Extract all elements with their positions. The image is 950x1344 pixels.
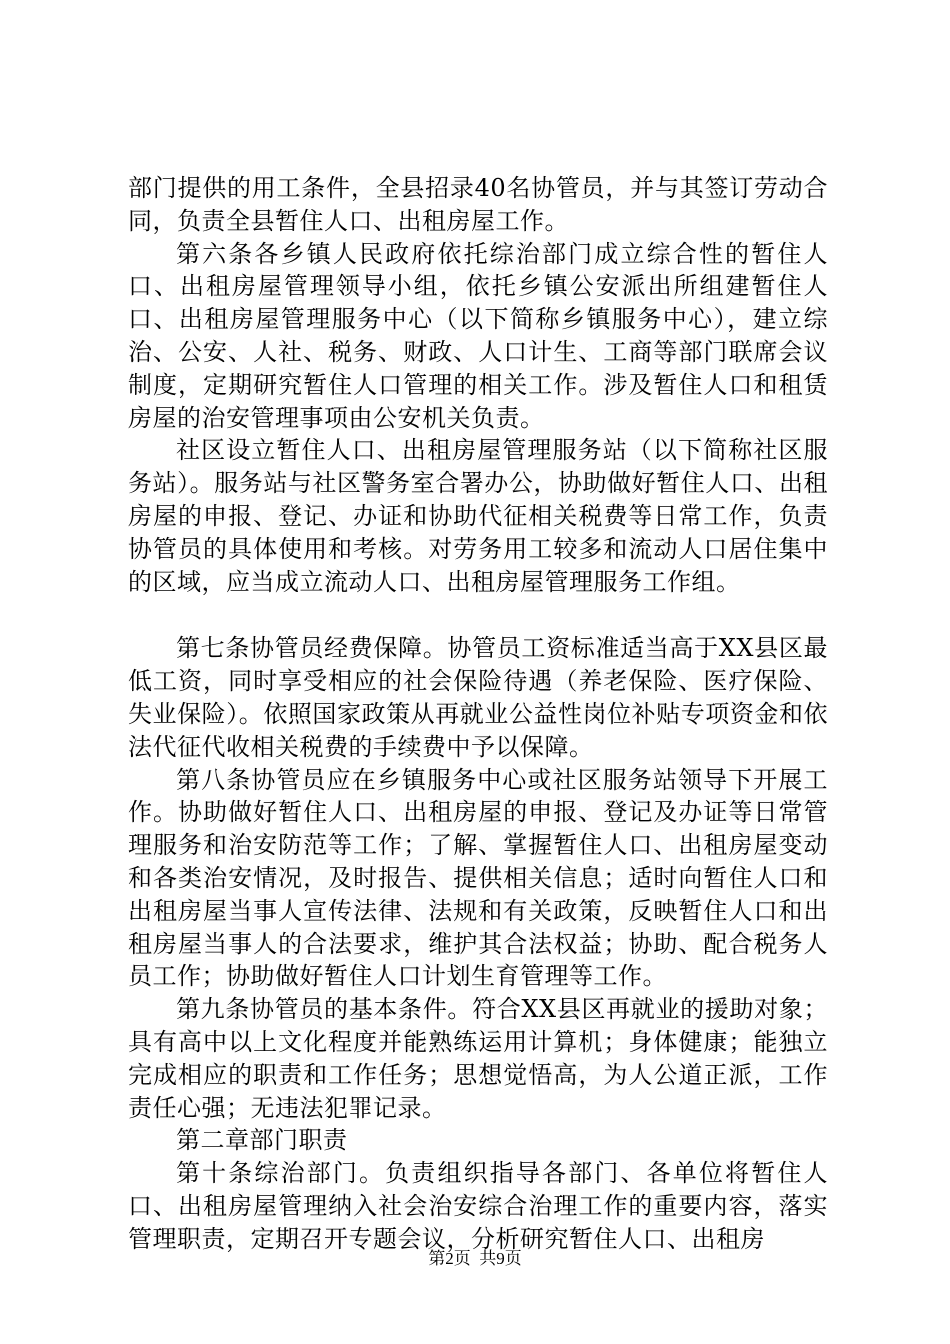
paragraph-continuation: 部门提供的用工条件，全县招录40名协管员，并与其签订劳动合同，负责全县暂住人口、出租房屋工作。 (128, 174, 828, 235)
footer-separator (471, 1249, 480, 1268)
page-footer (0, 1244, 950, 1269)
document-body (128, 172, 828, 1256)
chapter-heading: 第二章部门职责 (176, 1126, 348, 1155)
paragraph-article-6: 第六条各乡镇人民政府依托综治部门成立综合性的暂住人口、出租房屋管理领导小组，依托乡镇公安派出所组建暂住人口、出租房屋管理服务中心（以下简称乡镇服务中心），建立综治、公安、人社、税务、财政、人口计生、工商等部门联席会议制度，定期研究暂住人口管理的相关工作。涉及暂住人口和租赁房屋的治安管理事项由公安机关负责。 (128, 239, 828, 432)
paragraph-community-station: 社区设立暂住人口、出租房屋管理服务站（以下简称社区服务站）。服务站与社区警务室合署办公，协助做好暂住人口、出租房屋的申报、登记、办证和协助代征相关税费等日常工作，负责协管员的具体使用和考核。对劳务用工较多和流动人口居住集中的区域，应当成立流动人口、出租房屋管理服务工作组。 (128, 436, 828, 596)
paragraph-article-8: 第八条协管员应在乡镇服务中心或社区服务站领导下开展工作。协助做好暂住人口、出租房屋的申报、登记及办证等日常管理服务和治安防范等工作；了解、掌握暂住人口、出租房屋变动和各类治安情况，及时报告、提供相关信息；适时向暂住人口和出租房屋当事人宣传法律、法规和有关政策，反映暂住人口和出租房屋当事人的合法要求，维护其合法权益；协助、配合税务人员工作；协助做好暂住人口计划生育管理等工作。 (128, 765, 828, 991)
paragraph-article-10: 第十条综治部门。负责组织指导各部门、各单位将暂住人口、出租房屋管理纳入社会治安综合治理工作的重要内容，落实管理职责，定期召开专题会议，分析研究暂住人口、出租房 (128, 1159, 828, 1253)
page-total: 共9页 (479, 1249, 522, 1268)
page-number: 第2页 (428, 1249, 471, 1268)
paragraph-article-7: 第七条协管员经费保障。协管员工资标准适当高于XX县区最低工资，同时享受相应的社会保险待遇（养老保险、医疗保险、失业保险）。依照国家政策从再就业公益性岗位补贴专项资金和依法代征代收相关税费的手续费中予以保障。 (128, 634, 828, 761)
paragraph-article-9: 第九条协管员的基本条件。符合XX县区再就业的援助对象；具有高中以上文化程度并能熟练运用计算机；身体健康；能独立完成相应的职责和工作任务；思想觉悟高，为人公道正派，工作责任心强；无违法犯罪记录。 (128, 995, 828, 1122)
